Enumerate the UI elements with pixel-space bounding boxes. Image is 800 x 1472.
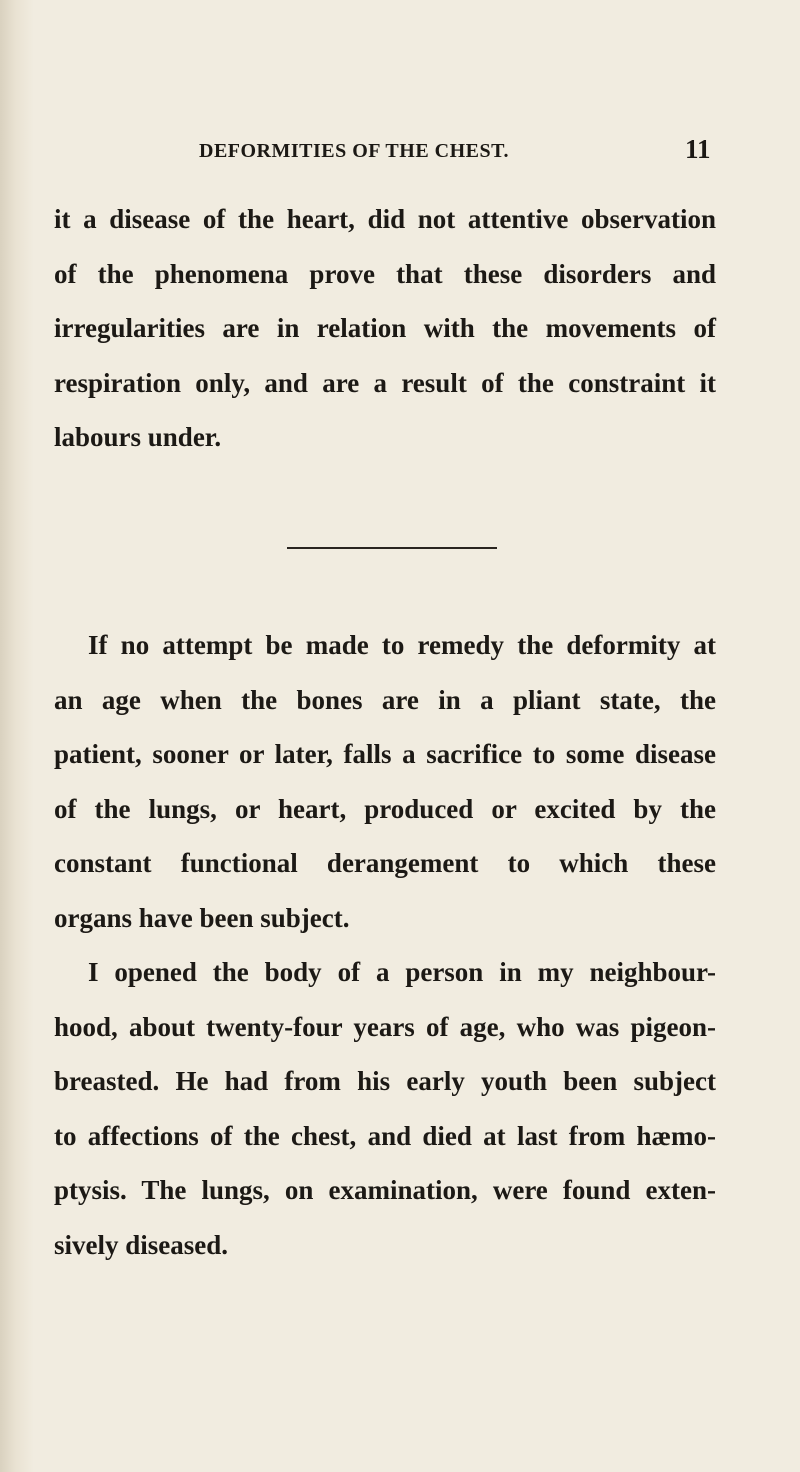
text-line: hood, about twenty-four years of age, who was pigeon- [54, 1011, 716, 1042]
text-line: sively diseased. [54, 1229, 229, 1260]
text-line: of the lungs, or heart, produced or excited by the [54, 793, 716, 824]
text-line: constant functional derangement to which these [54, 848, 716, 878]
text-line: to affections of the chest, and died at last from hæmo- [54, 1120, 716, 1151]
text-line: irregularities are in relation with the movements of [54, 313, 716, 343]
paragraph-deformity [54, 618, 716, 945]
text-line: of the phenomena prove that these disorders and [54, 258, 716, 289]
text-line: organs have been subject. [54, 902, 350, 933]
text-line: labours under. [54, 422, 222, 452]
text-line: If no attempt be made to remedy the deformity at [88, 630, 716, 660]
page-edge-shadow [0, 0, 34, 1472]
text-line: respiration only, and are a result of the constraint it [54, 367, 716, 398]
paragraph-continuation [54, 192, 716, 465]
text-line: I opened the body of a person in my neighbour- [88, 957, 716, 987]
running-head: DEFORMITIES OF THE CHEST. [199, 140, 509, 162]
paragraph-case-report [54, 945, 716, 1272]
text-line: ptysis. The lungs, on examination, were found exten- [54, 1175, 716, 1205]
text-line: it a disease of the heart, did not attentive observation [54, 204, 716, 234]
text-line: an age when the bones are in a pliant state, the [54, 684, 716, 715]
page-number: 11 [685, 134, 711, 164]
text-line: patient, sooner or later, falls a sacrifice to some disease [54, 739, 716, 769]
text-line: breasted. He had from his early youth been subject [54, 1066, 716, 1096]
section-divider [287, 547, 497, 549]
